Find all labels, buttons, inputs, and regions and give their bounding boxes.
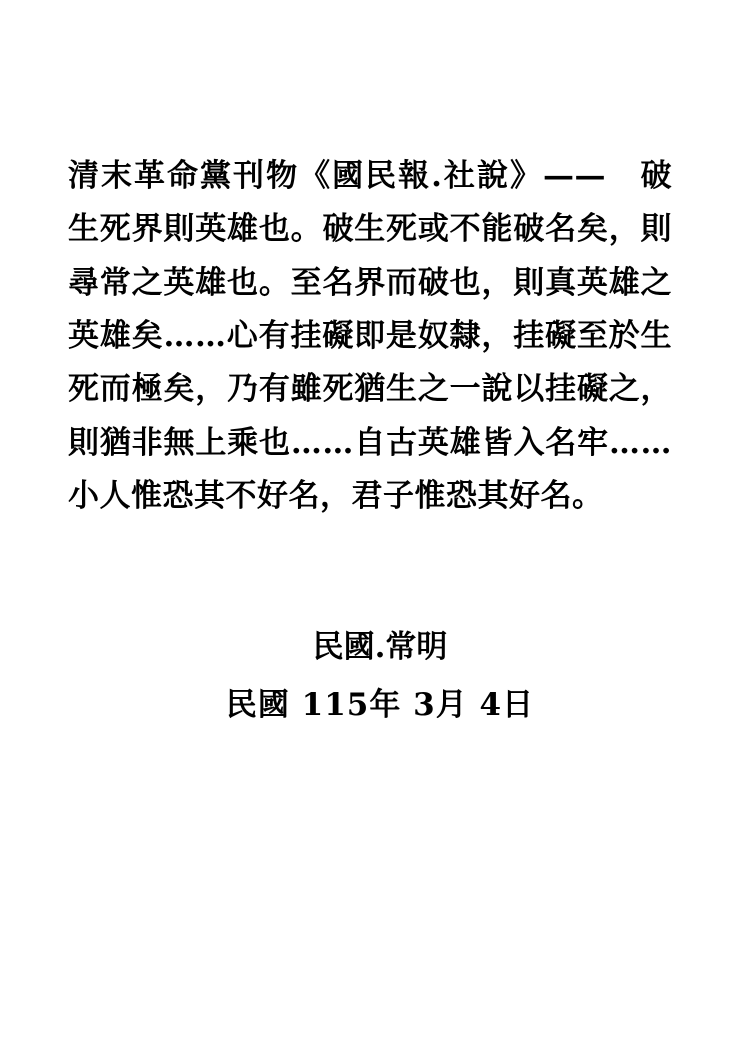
quotation-paragraph: 破生死界則英雄也。破生死或不能破名矣，則尋常之英雄也。至名界而破也，則真英雄之英雄矣……心有挂礙即是奴隸，挂礙至於生死而極矣，乃有雖死猶生之一說以挂礙之，則猶非無上乘也……自古英雄皆入名牢……小人惟恐其不好名，君子惟恐其好名。: [68, 158, 673, 514]
signature-author: 民國.常明: [312, 629, 448, 666]
signature-date: 民國 115年 3月 4日: [225, 686, 535, 723]
source-title-line: 清末革命黨刊物《國民報.社說》——: [68, 158, 606, 194]
document-body: [68, 150, 672, 523]
signature-block: [68, 619, 672, 734]
document-text-block: [68, 150, 672, 523]
